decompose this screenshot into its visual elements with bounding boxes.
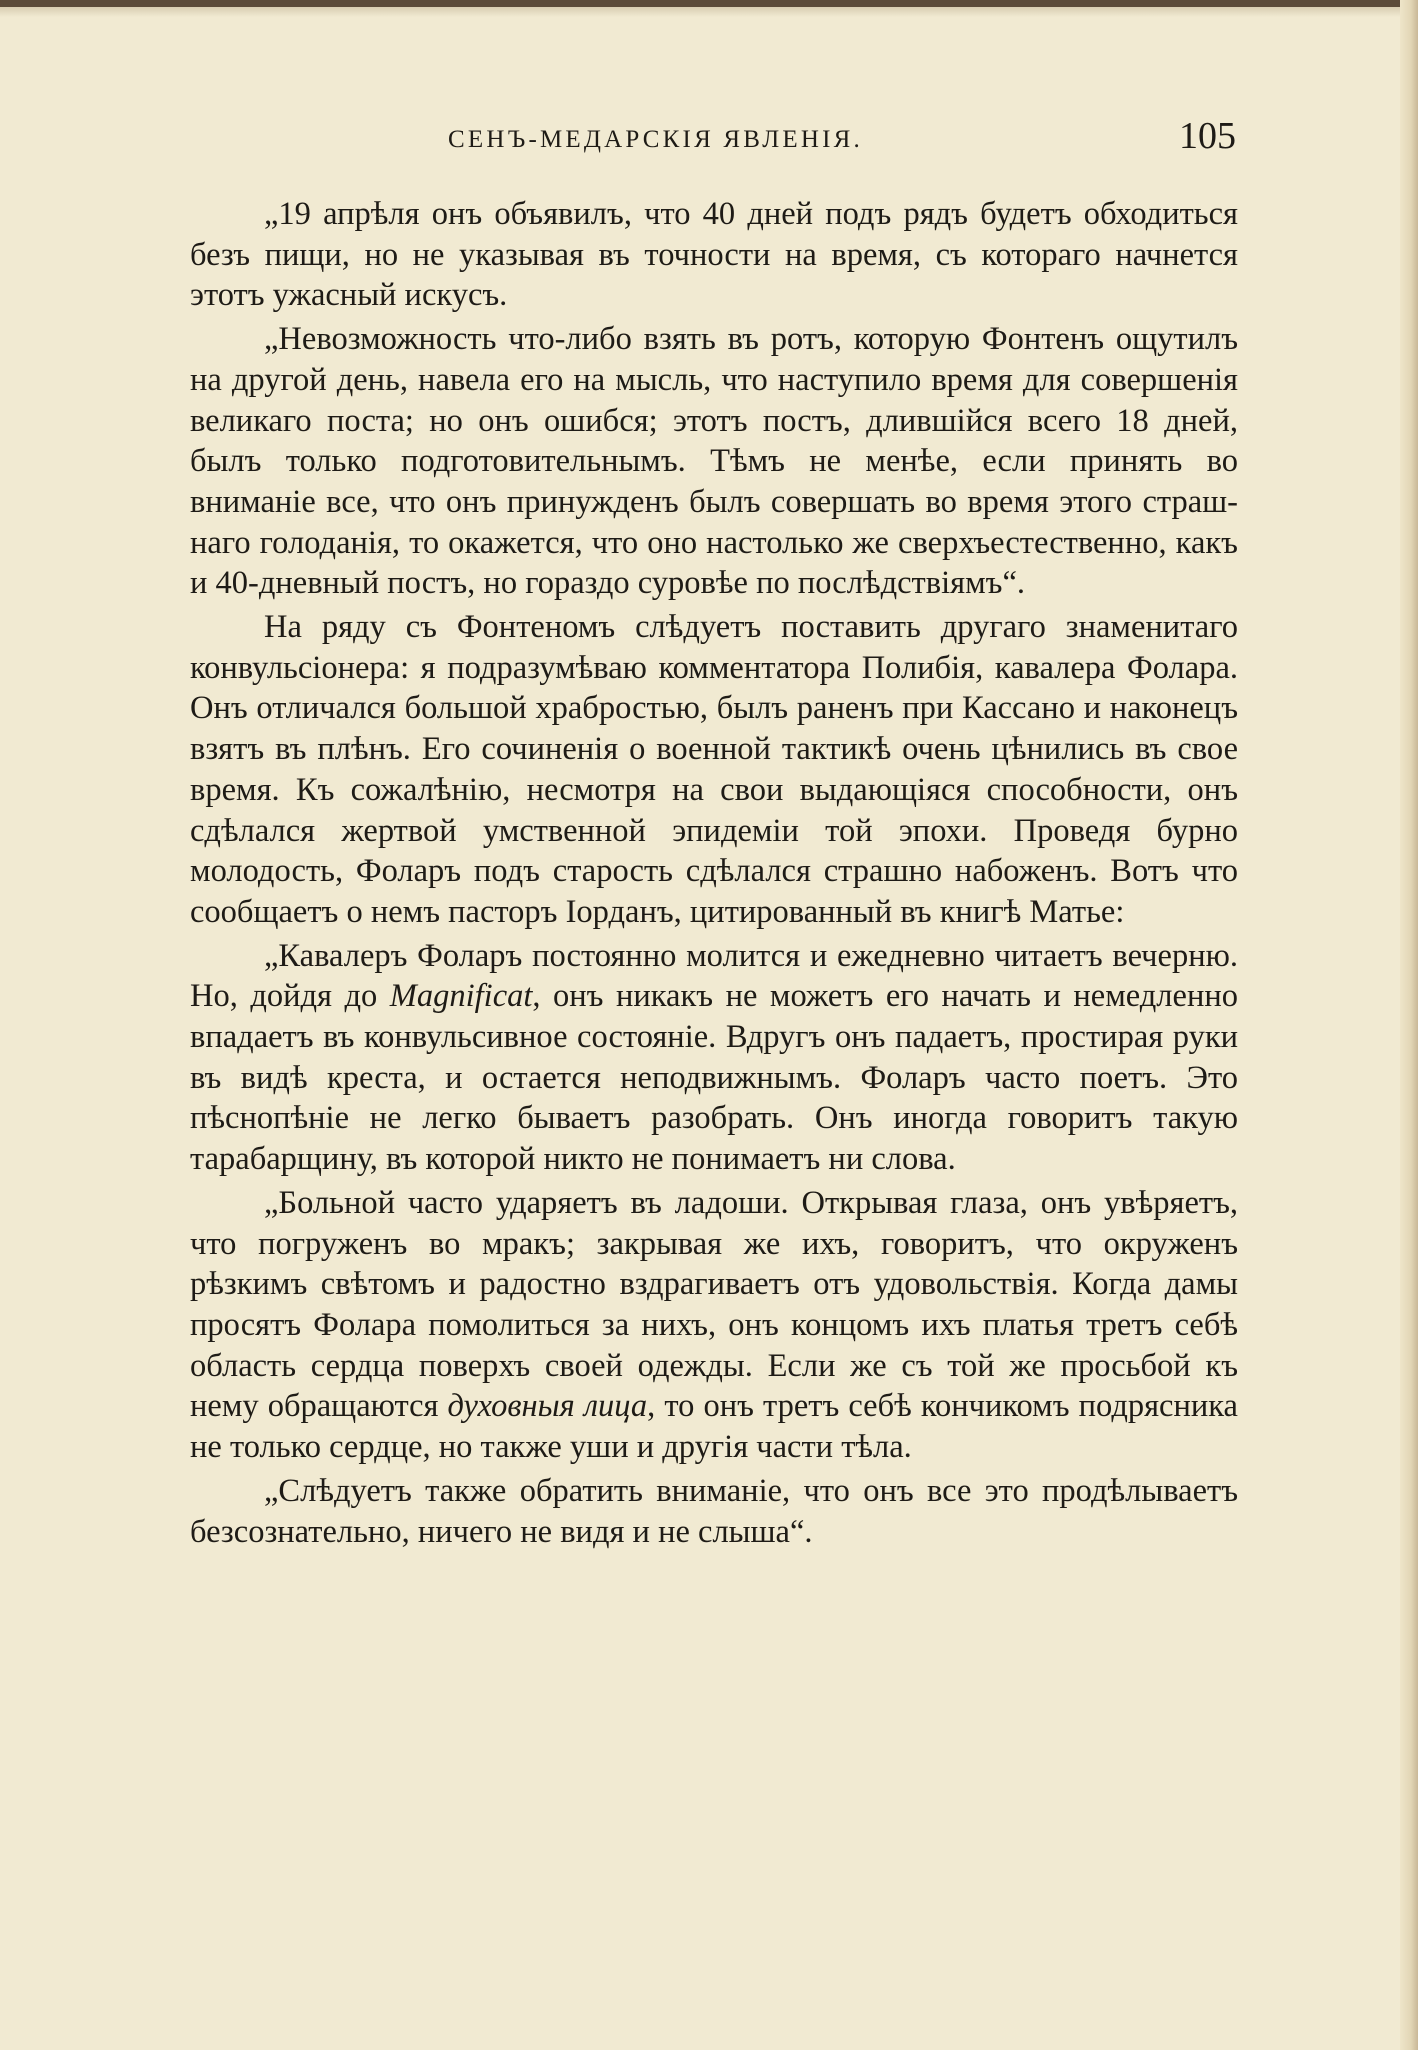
paragraph-folard-symptoms <box>190 1183 1238 1468</box>
paragraph-folard-vespers-start: „Кавалеръ Фоларъ постоянно молится и ежедневно читаетъ вечерню. Но, дойдя до <box>190 937 1238 1015</box>
paragraph-unconscious-actions: „Слѣдуетъ также обратить вниманіе, что онъ все это продѣлываетъ безсознательно, ничего не видя и не слыша“. <box>190 1472 1238 1550</box>
page-number: 105 <box>1179 115 1236 157</box>
paragraph-preparatory-fast: „Невозможность что-либо взять въ ротъ, которую Фонтенъ ощутилъ на другой день, навела его на мысль, что наступило время для совершенія великаго поста; но онъ ошибся; этотъ постъ, длившійся всего 18 дней, былъ только подготовительнымъ. Тѣмъ не менѣе, если принять во вниманіе все, что онъ принужденъ былъ совершать во время этого страшнаго голоданія, то окажется, что оно настолько же сверхъестественно, какъ и 40-дневный постъ, но гораздо суровѣе по послѣдствіямъ“. <box>190 321 1238 602</box>
paragraph-folard-introduction: На ряду съ Фонтеномъ слѣдуетъ поставить другаго знаменитаго конвульсіонера: я подразумѣваю комментатора Полибія, кавалера Фолара. Онъ отличался большой храбростью, былъ раненъ при Кассано и наконецъ взятъ въ плѣнъ. Его сочиненія о военной тактикѣ очень цѣнились въ свое время. Къ сожалѣнію, несмотря на свои выдающіяся способности, онъ сдѣлался жертвой умственной эпидеміи той эпохи. Проведя бурно молодость, Фоларъ подъ старость сдѣлался страшно набоженъ. Вотъ что сообщаетъ о немъ пасторъ Іорданъ, цитированный въ книгѣ Матье: <box>190 609 1238 930</box>
paragraph-fast-announcement: „19 апрѣля онъ объявилъ, что 40 дней подъ рядъ будетъ обходиться безъ пищи, но не указывая въ точности на время, съ котораго начнется этотъ ужасный искусъ. <box>190 196 1238 314</box>
clergy-italic: духовныя лица <box>447 1388 648 1425</box>
page-body <box>190 194 1238 1552</box>
magnificat-italic: Magnificat <box>389 978 533 1015</box>
page-header <box>188 112 1238 172</box>
paragraph-folard-vespers-end: , онъ никакъ не можетъ его начать и немедленно впадаетъ въ конвульсивное состояніе. Вдругъ онъ падаетъ, простирая руки въ видѣ креста, и остается неподвижнымъ. Фоларъ часто поетъ. Это пѣснопѣніе не легко бываетъ разобрать. Онъ иногда говоритъ такую тарабарщину, въ которой никто не понимаетъ ни слова. <box>190 978 1238 1178</box>
paragraph-folard-vespers <box>190 936 1238 1180</box>
running-head: СЕНЪ-МЕДАРСКІЯ ЯВЛЕНІЯ. <box>448 126 863 153</box>
paragraph-folard-symptoms-start: „Больной часто ударяетъ въ ладоши. Открывая глаза, онъ увѣряетъ, что погруженъ во мракъ; закрывая же ихъ, говоритъ, что окруженъ рѣзкимъ свѣтомъ и радостно вздрагиваетъ отъ удовольствія. Когда дамы просятъ Фолара помолиться за нихъ, онъ концомъ ихъ платья третъ себѣ область сердца поверхъ своей одежды. Если же съ той же просьбой къ нему обращаются <box>190 1184 1238 1425</box>
paragraph-folard-symptoms-end: , то онъ третъ себѣ кончикомъ подрясника не только сердце, но также уши и другія части тѣла. <box>190 1388 1238 1466</box>
